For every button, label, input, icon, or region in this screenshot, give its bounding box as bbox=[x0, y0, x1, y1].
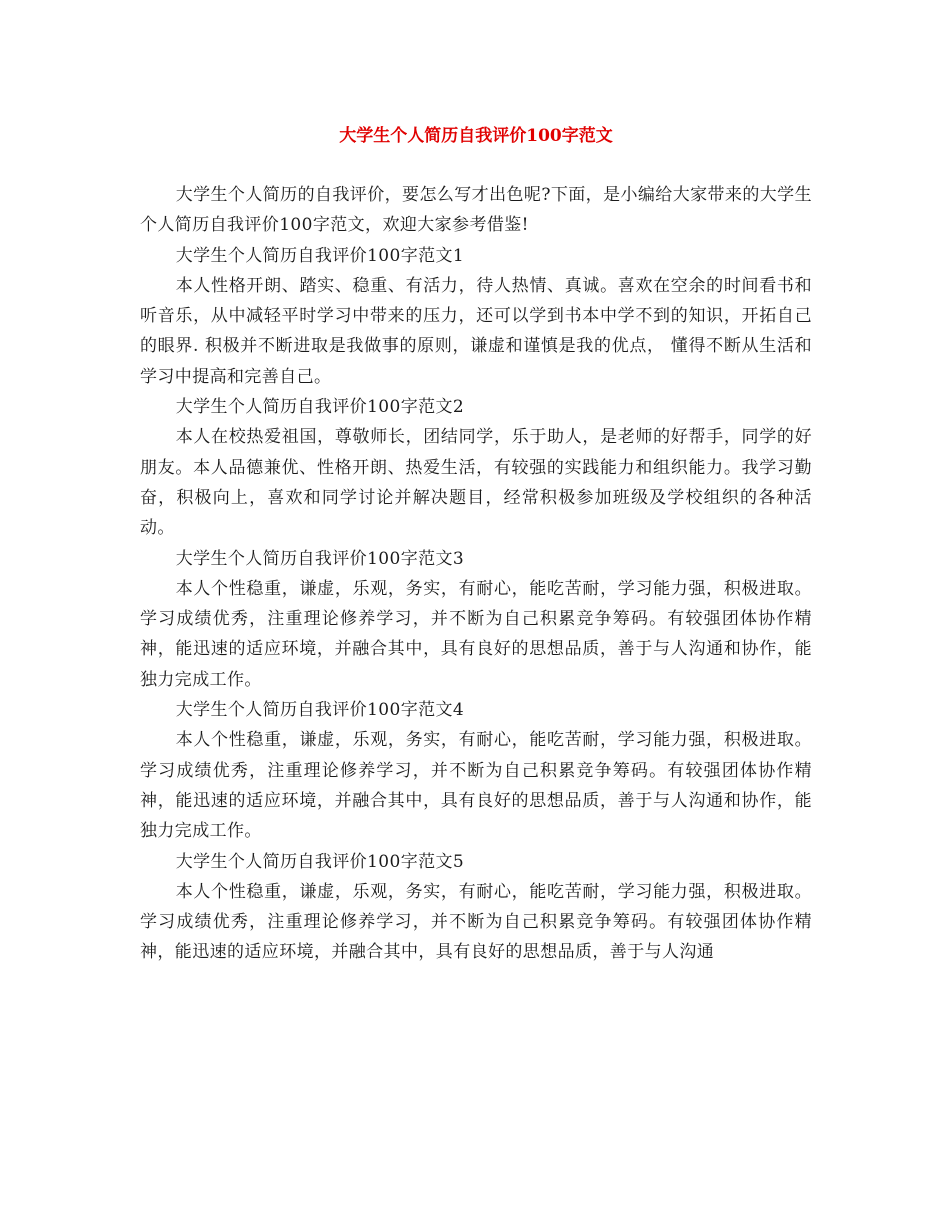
section-paragraph-1: 本人性格开朗、踏实、稳重、有活力，待人热情、真诚。喜欢在空余的时间看书和听音乐，从中减轻平时学习中带来的压力，还可以学到书本中学不到的知识，开拓自己的眼界. 积极并不断进取是我做事的原则，谦虚和谨慎是我的优点， 懂得不断从生活和学习中提高和完善自己。 bbox=[140, 275, 812, 387]
document-page bbox=[140, 0, 812, 1230]
page-title: 大学生个人简历自我评价100字范文 bbox=[339, 126, 613, 146]
section-heading-1: 大学生个人简历自我评价100字范文1 bbox=[175, 245, 465, 266]
section-paragraph-4: 本人个性稳重，谦虚，乐观，务实，有耐心，能吃苦耐，学习能力强，积极进取。学习成绩优秀，注重理论修养学习，并不断为自己积累竞争筹码。有较强团体协作精神，能迅速的适应环境，并融合其中，具有良好的思想品质，善于与人沟通和协作，能独力完成工作。 bbox=[140, 730, 812, 842]
section-heading-3: 大学生个人简历自我评价100字范文3 bbox=[175, 548, 465, 569]
section-heading-4: 大学生个人简历自我评价100字范文4 bbox=[175, 700, 465, 721]
document-body bbox=[140, 180, 812, 968]
intro-paragraph: 大学生个人简历的自我评价，要怎么写才出色呢?下面，是小编给大家带来的大学生个人简历自我评价100字范文，欢迎大家参考借鉴! bbox=[140, 185, 812, 236]
section-paragraph-5: 本人个性稳重，谦虚，乐观，务实，有耐心，能吃苦耐，学习能力强，积极进取。学习成绩优秀，注重理论修养学习，并不断为自己积累竞争筹码。有较强团体协作精神，能迅速的适应环境，并融合其中，具有良好的思想品质，善于与人沟通 bbox=[140, 881, 812, 963]
section-heading-2: 大学生个人简历自我评价100字范文2 bbox=[175, 397, 465, 418]
section-heading-5: 大学生个人简历自我评价100字范文5 bbox=[175, 851, 465, 872]
section-paragraph-2: 本人在校热爱祖国，尊敬师长，团结同学，乐于助人，是老师的好帮手，同学的好朋友。本人品德兼优、性格开朗、热爱生活，有较强的实践能力和组织能力。我学习勤奋，积极向上，喜欢和同学讨论并解决题目，经常积极参加班级及学校组织的各种活动。 bbox=[140, 427, 812, 539]
section-paragraph-3: 本人个性稳重，谦虚，乐观，务实，有耐心，能吃苦耐，学习能力强，积极进取。学习成绩优秀，注重理论修养学习，并不断为自己积累竞争筹码。有较强团体协作精神，能迅速的适应环境，并融合其中，具有良好的思想品质，善于与人沟通和协作，能独力完成工作。 bbox=[140, 578, 812, 690]
